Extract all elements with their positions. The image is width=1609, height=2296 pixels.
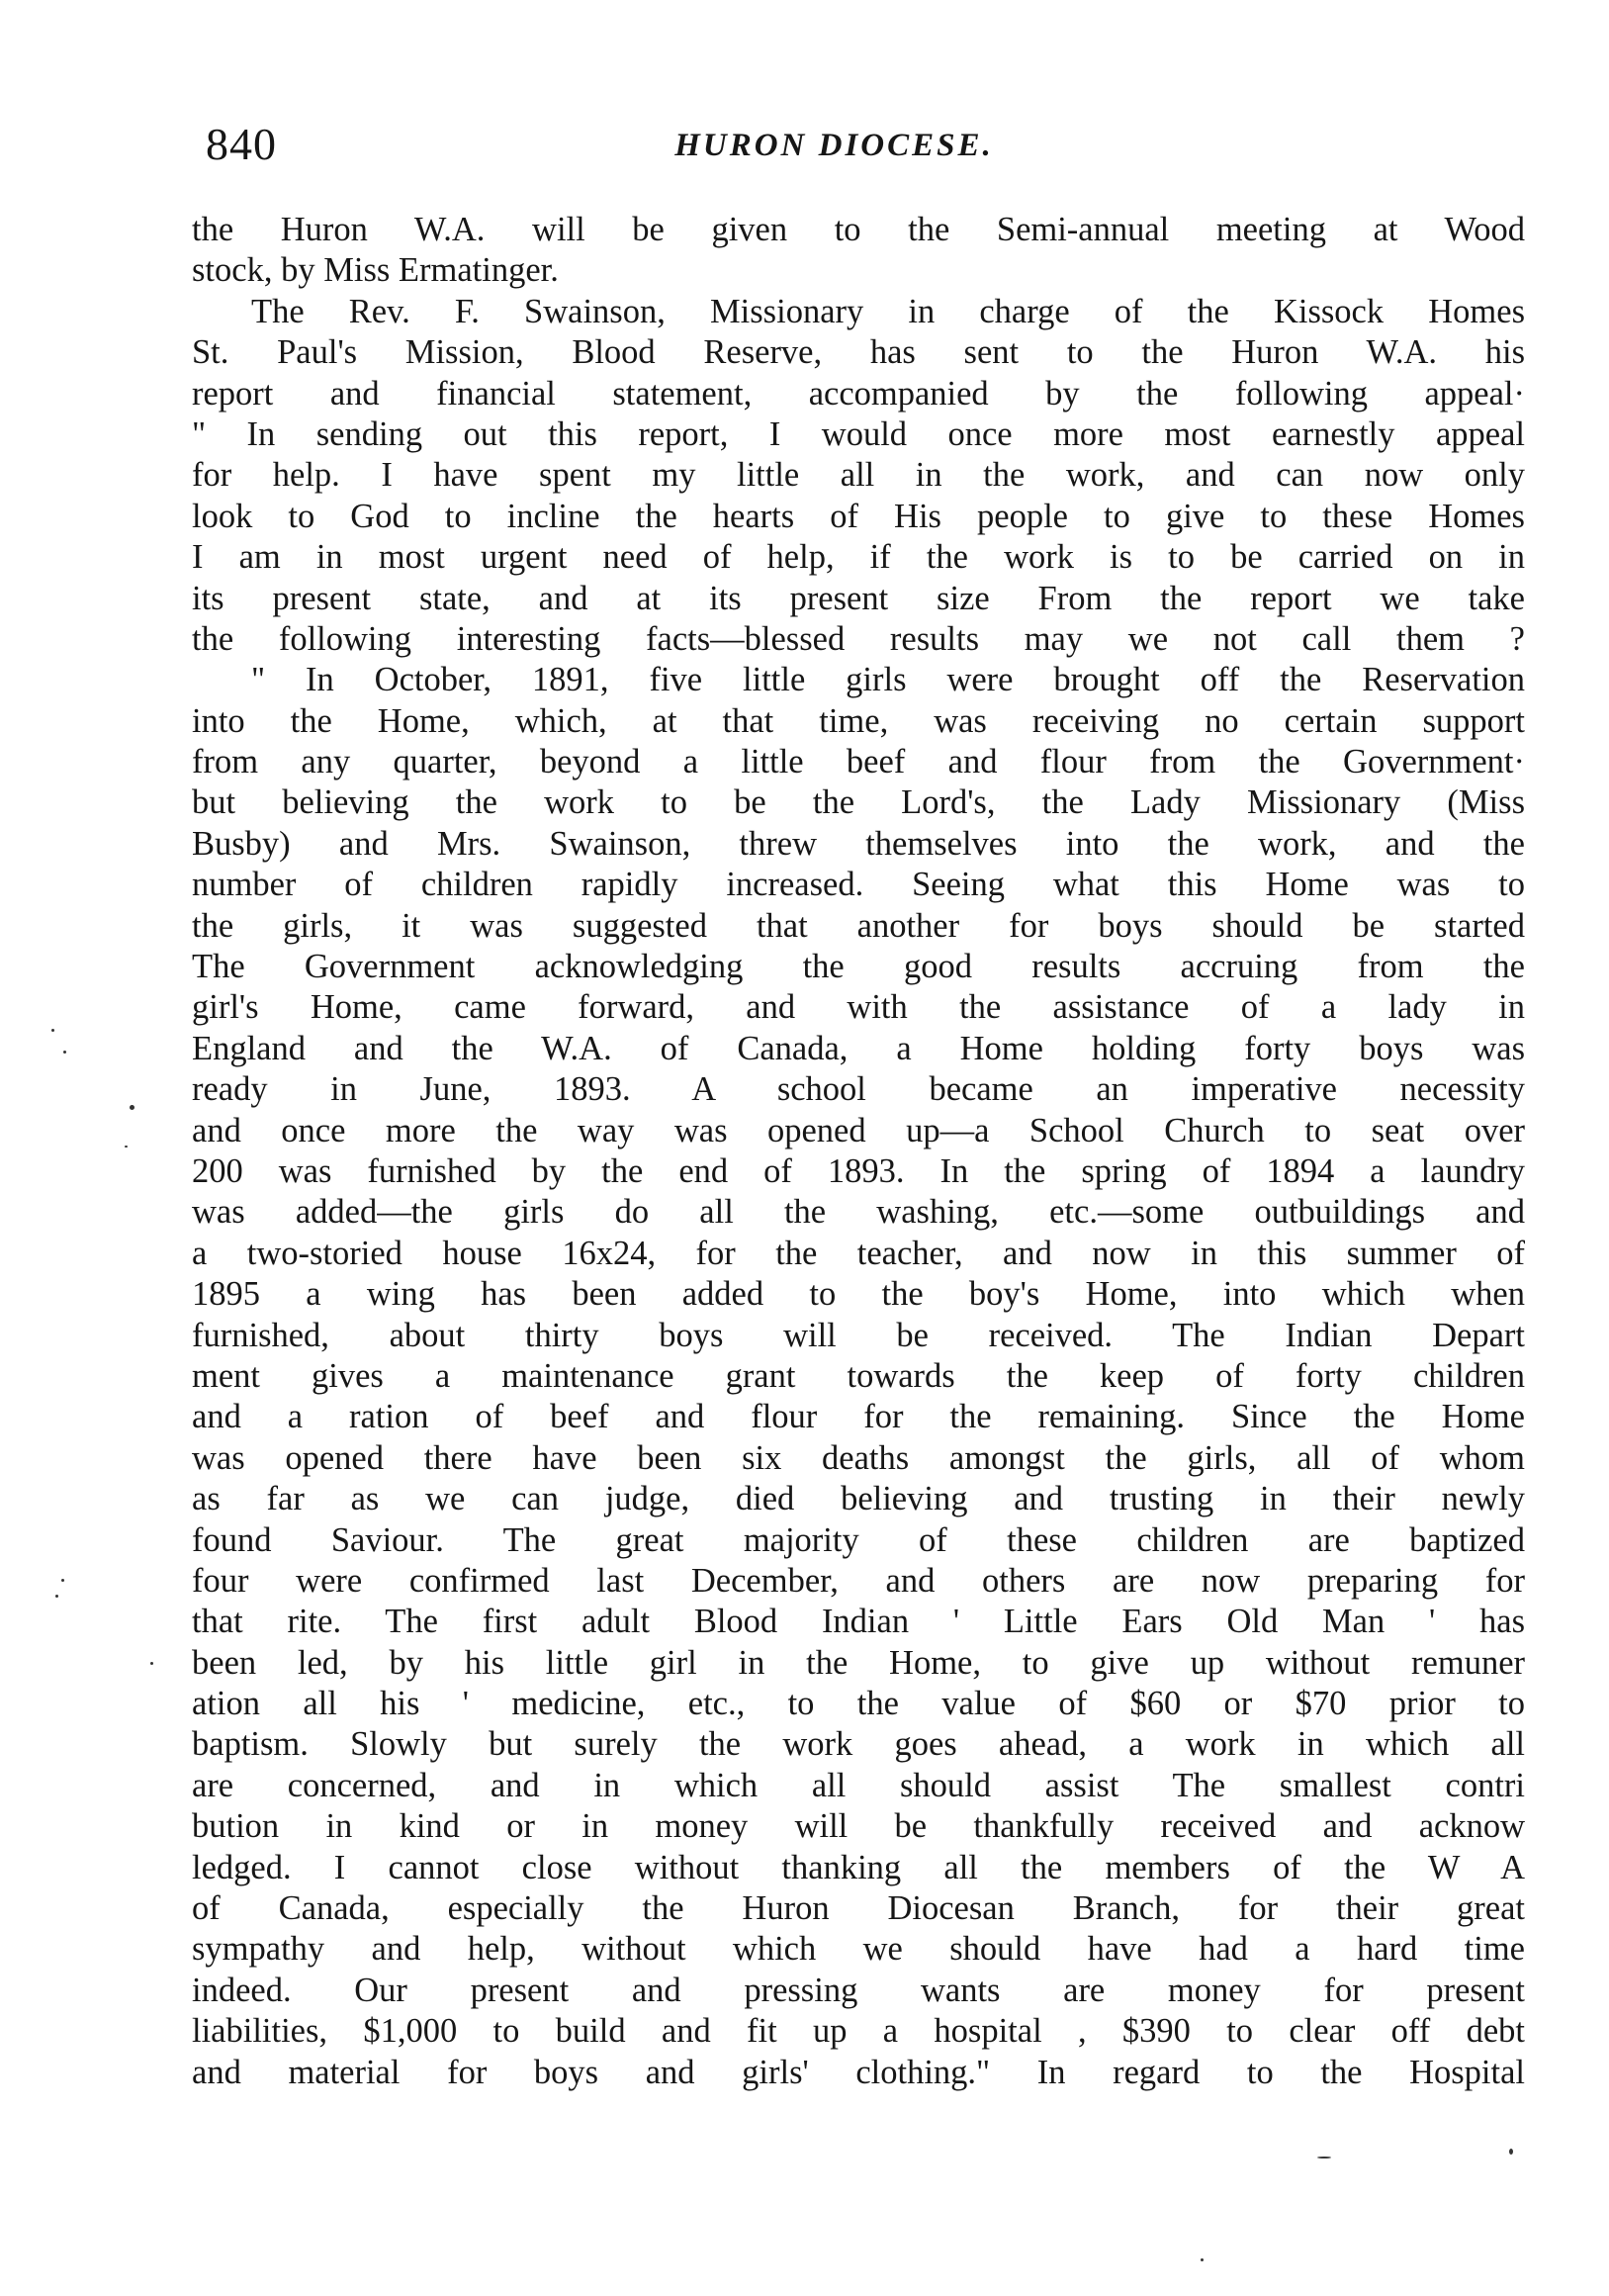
text-line: as far as we can judge, died believing and trusting in their newly: [192, 1480, 1525, 1518]
text-line: I am in most urgent need of help, if the work is to be carried on in: [192, 538, 1525, 577]
text-line: ation all his ' medicine, etc., to the value of $60 or $70 prior to: [192, 1685, 1525, 1723]
text-line: was added—the girls do all the washing, etc.—some outbuildings and: [192, 1193, 1525, 1232]
text-line: from any quarter, beyond a little beef and flour from the Government·: [192, 743, 1525, 781]
scan-speck: [1317, 2157, 1331, 2158]
text-line: England and the W.A. of Canada, a Home holding forty boys was: [192, 1029, 1525, 1067]
text-line: are concerned, and in which all should assist The smallest contri: [192, 1766, 1525, 1804]
text-line: of Canada, especially the Huron Diocesan Branch, for their great: [192, 1889, 1525, 1928]
text-line: and material for boys and girls' clothing." In regard to the Hospital: [192, 2053, 1525, 2091]
text-line: girl's Home, came forward, and with the assistance of a lady in: [192, 988, 1525, 1027]
text-line: baptism. Slowly but surely the work goes ahead, a work in which all: [192, 1725, 1525, 1764]
text-line: stock, by Miss Ermatinger.: [192, 251, 559, 290]
text-line: ment gives a maintenance grant towards the keep of forty children: [192, 1356, 1525, 1395]
text-line: report and financial statement, accompanied by the following appeal·: [192, 374, 1525, 413]
text-line: furnished, about thirty boys will be received. The Indian Depart: [192, 1316, 1525, 1354]
scan-speck: [55, 1595, 58, 1598]
text-line: look to God to incline the hearts of His people to give to these Homes: [192, 497, 1525, 535]
text-line: number of children rapidly increased. Seeing what this Home was to: [192, 866, 1525, 904]
text-line: The Government acknowledging the good results accruing from the: [192, 948, 1525, 986]
text-line: and a ration of beef and flour for the remaining. Since the Home: [192, 1398, 1525, 1436]
text-line: the following interesting facts—blessed results may we not call them ?: [192, 619, 1525, 658]
text-line: Busby) and Mrs. Swainson, threw themselves into the work, and the: [192, 824, 1525, 863]
text-line: 1895 a wing has been added to the boy's Home, into which when: [192, 1275, 1525, 1314]
text-line: been led, by his little girl in the Home, to give up without remuner: [192, 1643, 1525, 1682]
text-line: 200 was furnished by the end of 1893. In the spring of 1894 a laundry: [192, 1151, 1525, 1190]
text-line: for help. I have spent my little all in the work, and can now only: [192, 456, 1525, 495]
text-line: St. Paul's Mission, Blood Reserve, has sent to the Huron W.A. his: [192, 333, 1525, 372]
scan-speck: [130, 1105, 134, 1110]
scan-speck: [61, 1579, 64, 1582]
text-line: into the Home, which, at that time, was receiving no certain support: [192, 701, 1525, 740]
scan-speck: [51, 1029, 54, 1032]
text-line: ledged. I cannot close without thanking all the members of the W A: [192, 1848, 1525, 1886]
text-line: liabilities, $1,000 to build and fit up a hospital , $390 to clear off debt: [192, 2012, 1525, 2051]
scan-speck: [1201, 2258, 1204, 2261]
text-line: that rite. The first adult Blood Indian ' Little Ears Old Man ' has: [192, 1603, 1525, 1641]
text-line: found Saviour. The great majority of these children are baptized: [192, 1520, 1525, 1559]
scan-speck: [63, 1051, 66, 1054]
text-line: " In October, 1891, five little girls were brought off the Reservation: [251, 661, 1525, 699]
text-line: the girls, it was suggested that another for boys should be started: [192, 906, 1525, 945]
text-line: was opened there have been six deaths amongst the girls, all of whom: [192, 1438, 1525, 1477]
scan-speck: [125, 1146, 128, 1148]
text-line: " In sending out this report, I would once more most earnestly appeal: [192, 414, 1525, 453]
text-line: four were confirmed last December, and others are now preparing for: [192, 1561, 1525, 1600]
page-number: 840: [206, 119, 277, 169]
running-title: HURON DIOCESE.: [674, 128, 994, 163]
text-line: bution in kind or in money will be thankfully received and acknow: [192, 1807, 1525, 1846]
body-text: [192, 210, 1525, 2093]
text-line: indeed. Our present and pressing wants are money for present: [192, 1971, 1525, 2009]
scan-speck: [1509, 2149, 1513, 2155]
text-line: ready in June, 1893. A school became an imperative necessity: [192, 1070, 1525, 1109]
scan-speck: [150, 1662, 153, 1665]
text-line: sympathy and help, without which we should have had a hard time: [192, 1930, 1525, 1969]
text-line: The Rev. F. Swainson, Missionary in charge of the Kissock Homes: [251, 292, 1525, 330]
text-line: and once more the way was opened up—a School Church to seat over: [192, 1111, 1525, 1149]
text-line: but believing the work to be the Lord's, the Lady Missionary (Miss: [192, 783, 1525, 822]
text-line: the Huron W.A. will be given to the Semi-annual meeting at Wood: [192, 211, 1525, 248]
text-line: its present state, and at its present size From the report we take: [192, 579, 1525, 617]
text-line: a two-storied house 16x24, for the teacher, and now in this summer of: [192, 1234, 1525, 1272]
